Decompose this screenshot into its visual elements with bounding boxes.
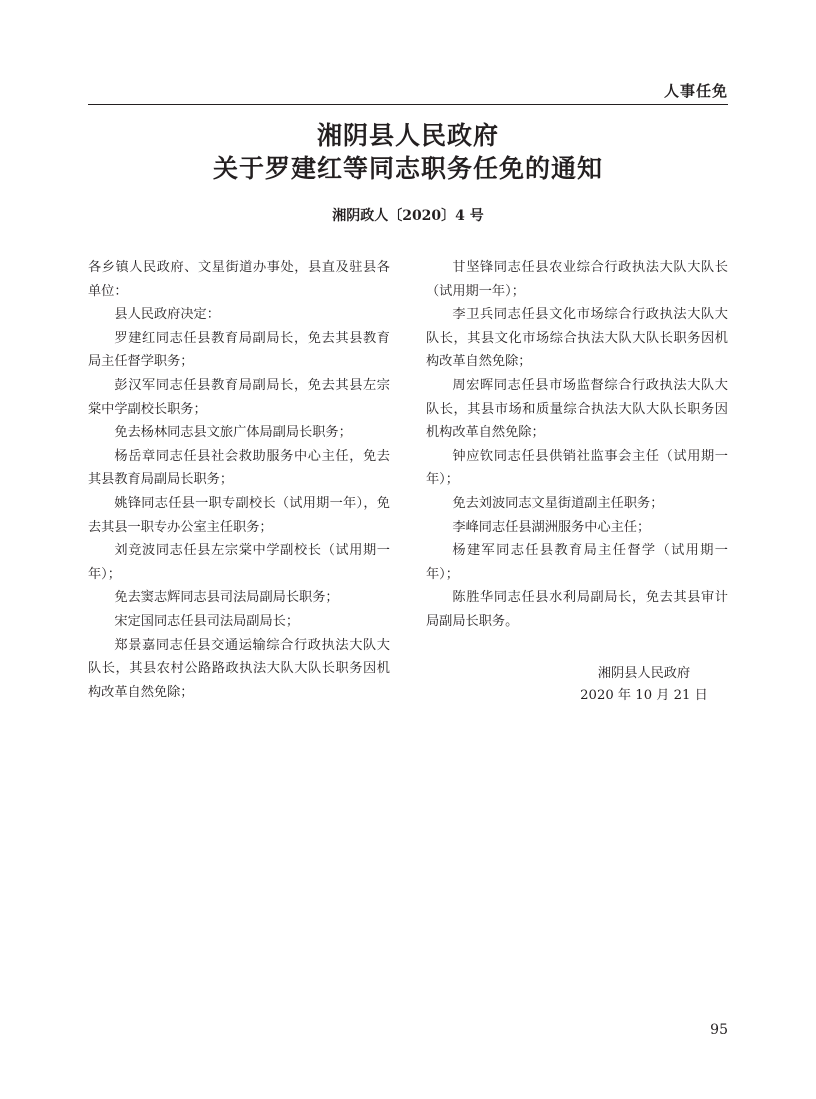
body-right-column xyxy=(426,256,728,634)
document-title-line-1: 湘阴县人民政府 xyxy=(316,121,499,150)
body-paragraph: 宋定国同志任县司法局副局长； xyxy=(114,613,300,629)
document-number: 湘阴政人〔2020〕4 号 xyxy=(332,208,484,224)
body-left-column xyxy=(88,256,390,704)
body-paragraph: 杨岳章同志任县社会救助服务中心主任，免去其县教育局副局长职务； xyxy=(88,448,390,488)
body-paragraph: 刘竞波同志任县左宗棠中学副校长（试用期一年）； xyxy=(88,543,390,582)
body-paragraph: 免去刘波同志文星街道副主任职务； xyxy=(452,495,664,511)
body-paragraph: 钟应钦同志任县供销社监事会主任（试用期一年）； xyxy=(426,448,728,488)
section-header xyxy=(88,78,728,105)
body-paragraph: 郑景嘉同志任县交通运输综合行政执法大队大队长，其县农村公路路政执法大队大队长职务因机构改革自然免除； xyxy=(88,637,390,700)
body-paragraph: 陈胜华同志任县水利局副局长，免去其县审计局副局长职务。 xyxy=(426,590,728,629)
document-title-line-2: 关于罗建红等同志职务任免的通知 xyxy=(212,154,603,183)
section-label: 人事任免 xyxy=(663,82,728,100)
body-paragraph: 甘坚锋同志任县农业综合行政执法大队大队长（试用期一年）； xyxy=(426,260,728,299)
body-paragraph: 杨建军同志任县教育局主任督学（试用期一年）； xyxy=(426,543,728,582)
body-paragraph: 李卫兵同志任县文化市场综合行政执法大队大队长，其县文化市场综合执法大队大队长职务因机构改革自然免除； xyxy=(426,307,728,370)
body-paragraph: 免去窦志辉同志县司法局副局长职务； xyxy=(114,590,339,606)
signature-organization: 湘阴县人民政府 xyxy=(597,666,691,681)
signature-date: 2020 年 10 月 21 日 xyxy=(580,688,708,703)
page-number: 95 xyxy=(710,1022,728,1038)
body-paragraph: 周宏晖同志任县市场监督综合行政执法大队大队长，其县市场和质量综合执法大队大队长职务因机构改革自然免除； xyxy=(426,377,728,441)
body-paragraph: 免去杨林同志县文旅广体局副局长职务； xyxy=(114,425,352,441)
addressee-paragraph: 各乡镇人民政府、文星街道办事处，县直及驻县各单位： xyxy=(88,260,390,299)
body-paragraph: 县人民政府决定： xyxy=(114,307,220,323)
body-paragraph: 李峰同志任县湖洲服务中心主任； xyxy=(452,519,651,535)
body-paragraph: 罗建红同志任县教育局副局长，免去其县教育局主任督学职务； xyxy=(88,330,390,370)
body-paragraph: 彭汉军同志任县教育局副局长，免去其县左宗棠中学副校长职务； xyxy=(88,377,390,417)
body-paragraph: 姚锋同志任县一职专副校长（试用期一年），免去其县一职专办公室主任职务； xyxy=(88,495,390,535)
